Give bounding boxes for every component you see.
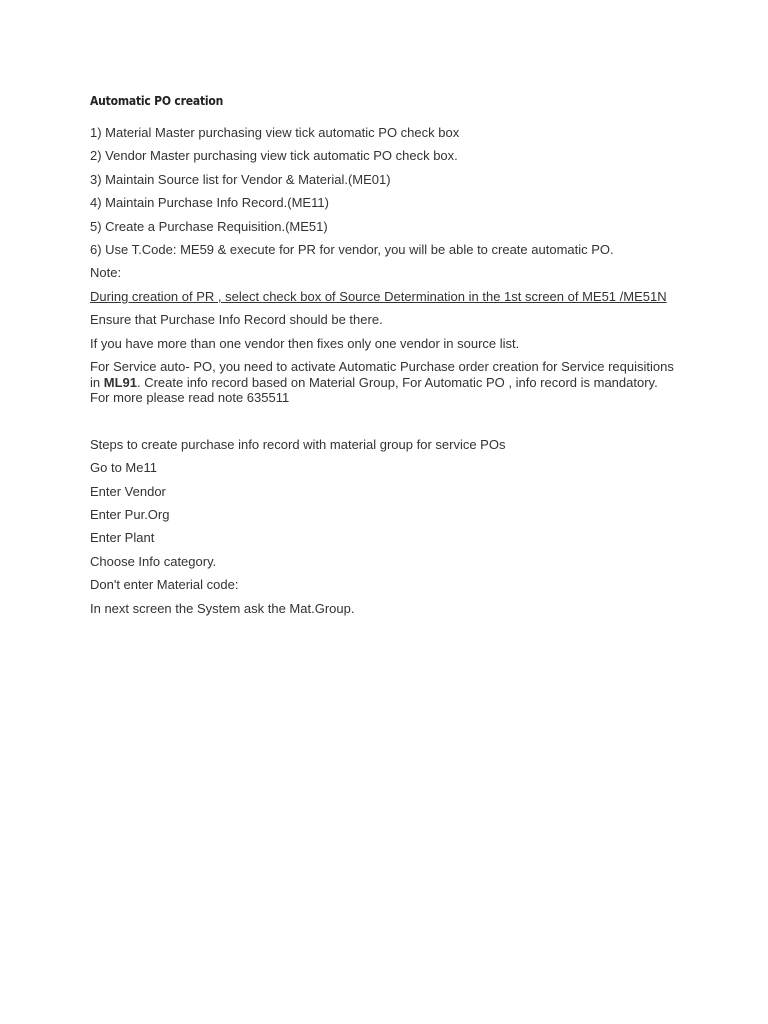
- ensure-line: Ensure that Purchase Info Record should be there.: [90, 312, 383, 327]
- document-title: Automatic PO creation: [90, 94, 224, 108]
- service-step-line: Choose Info category.: [90, 554, 217, 569]
- note-label: Note:: [90, 265, 122, 280]
- step-line: 4) Maintain Purchase Info Record.(ME11): [90, 195, 329, 210]
- service-step-line: Enter Pur.Org: [90, 507, 170, 522]
- step-line: 6) Use T.Code: ME59 & execute for PR for vendor, you will be able to create automatic PO.: [90, 242, 614, 257]
- steps-heading: Steps to create purchase info record with material group for service POs: [90, 437, 506, 452]
- step-line: 3) Maintain Source list for Vendor & Material.(ME01): [90, 172, 391, 187]
- service-step-line: Don't enter Material code:: [90, 577, 239, 592]
- service-text-after: . Create info record based on Material Group, For Automatic PO , info record is mandatory. For more please read note 635511: [90, 374, 658, 405]
- service-text-bold: ML91: [103, 374, 137, 390]
- service-text-before: For Service auto- PO, you need to activate Automatic Purchase order creation for Service requisitions in: [90, 359, 674, 390]
- step-line: 1) Material Master purchasing view tick automatic PO check box: [90, 125, 460, 140]
- service-step-line: Enter Plant: [90, 530, 155, 545]
- service-paragraph: [90, 359, 680, 406]
- service-step-line: In next screen the System ask the Mat.Group.: [90, 601, 355, 616]
- vendor-line: If you have more than one vendor then fixes only one vendor in source list.: [90, 336, 520, 351]
- step-line: 2) Vendor Master purchasing view tick automatic PO check box.: [90, 148, 458, 163]
- note-underlined-text: During creation of PR , select check box of Source Determination in the 1st screen of ME51 /ME51N: [90, 289, 667, 304]
- service-step-line: Enter Vendor: [90, 484, 166, 499]
- step-line: 5) Create a Purchase Requisition.(ME51): [90, 219, 328, 234]
- service-step-line: Go to Me11: [90, 460, 157, 475]
